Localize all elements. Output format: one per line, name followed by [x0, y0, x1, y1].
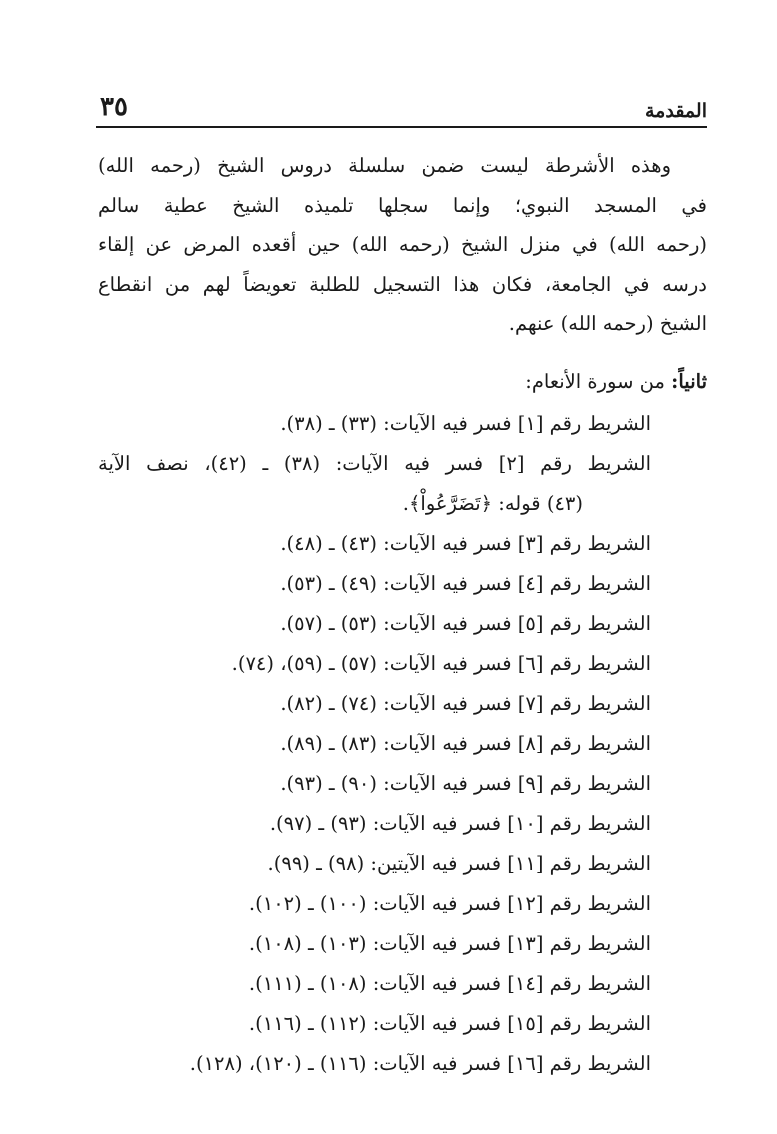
- intro-line: في المسجد النبوي؛ وإنما سجلها تلميذه الشيخ عطية سالم: [98, 193, 707, 217]
- tape-item: الشريط رقم [٨] فسر فيه الآيات: (٨٣) ـ (٨٩).: [280, 732, 651, 755]
- tape-item: الشريط رقم [٦] فسر فيه الآيات: (٥٧) ـ (٥٩)، (٧٤).: [231, 652, 651, 675]
- intro-paragraph: [98, 146, 707, 344]
- section-label: ثانياً:: [671, 370, 707, 393]
- intro-line: درسه في الجامعة، فكان هذا التسجيل للطلبة تعويضاً لهم من انقطاع: [98, 272, 707, 296]
- tape-item: الشريط رقم [٤] فسر فيه الآيات: (٤٩) ـ (٥٣).: [280, 572, 651, 595]
- section-heading-block: [98, 362, 707, 402]
- tape-item: الشريط رقم [١٣] فسر فيه الآيات: (١٠٣) ـ (١٠٨).: [248, 932, 651, 955]
- tape-item: الشريط رقم [١] فسر فيه الآيات: (٣٣) ـ (٣٨).: [280, 412, 651, 435]
- page-number: ٣٥: [100, 92, 128, 122]
- tape-item: الشريط رقم [١٦] فسر فيه الآيات: (١١٦) ـ (١٢٠)، (١٢٨).: [189, 1052, 651, 1075]
- intro-line: وهذه الأشرطة ليست ضمن سلسلة دروس الشيخ (رحمه الله): [98, 154, 671, 177]
- tape-item: الشريط رقم [١٥] فسر فيه الآيات: (١١٢) ـ (١١٦).: [248, 1012, 651, 1035]
- tape-item-continuation: (٤٣) قوله: ﴿تَضَرَّعُواْ﴾.: [402, 492, 583, 515]
- intro-line: الشيخ (رحمه الله) عنهم.: [508, 312, 707, 335]
- tape-item: الشريط رقم [١٤] فسر فيه الآيات: (١٠٨) ـ (١١١).: [248, 972, 651, 995]
- section-heading: [98, 362, 707, 402]
- tape-list: [98, 404, 651, 1084]
- tape-item: الشريط رقم [١١] فسر فيه الآيتين: (٩٨) ـ (٩٩).: [267, 852, 651, 875]
- tape-item: الشريط رقم [٩] فسر فيه الآيات: (٩٠) ـ (٩٣).: [280, 772, 651, 795]
- tape-item: الشريط رقم [٣] فسر فيه الآيات: (٤٣) ـ (٤٨).: [280, 532, 651, 555]
- page-header: [100, 82, 707, 122]
- tape-item: الشريط رقم [٥] فسر فيه الآيات: (٥٣) ـ (٥٧).: [280, 612, 651, 635]
- tape-item: الشريط رقم [٢] فسر فيه الآيات: (٣٨) ـ (٤٢)، نصف الآية: [98, 452, 652, 475]
- tape-item: الشريط رقم [١٢] فسر فيه الآيات: (١٠٠) ـ (١٠٢).: [248, 892, 651, 915]
- header-rule: [96, 126, 707, 128]
- tape-item: الشريط رقم [١٠] فسر فيه الآيات: (٩٣) ـ (٩٧).: [269, 812, 651, 835]
- section-title: من سورة الأنعام:: [525, 370, 665, 393]
- tape-item: الشريط رقم [٧] فسر فيه الآيات: (٧٤) ـ (٨٢).: [280, 692, 651, 715]
- intro-line: (رحمه الله) في منزل الشيخ (رحمه الله) حين أقعده المرض عن إلقاء: [98, 233, 707, 256]
- running-title: المقدمة: [644, 100, 707, 122]
